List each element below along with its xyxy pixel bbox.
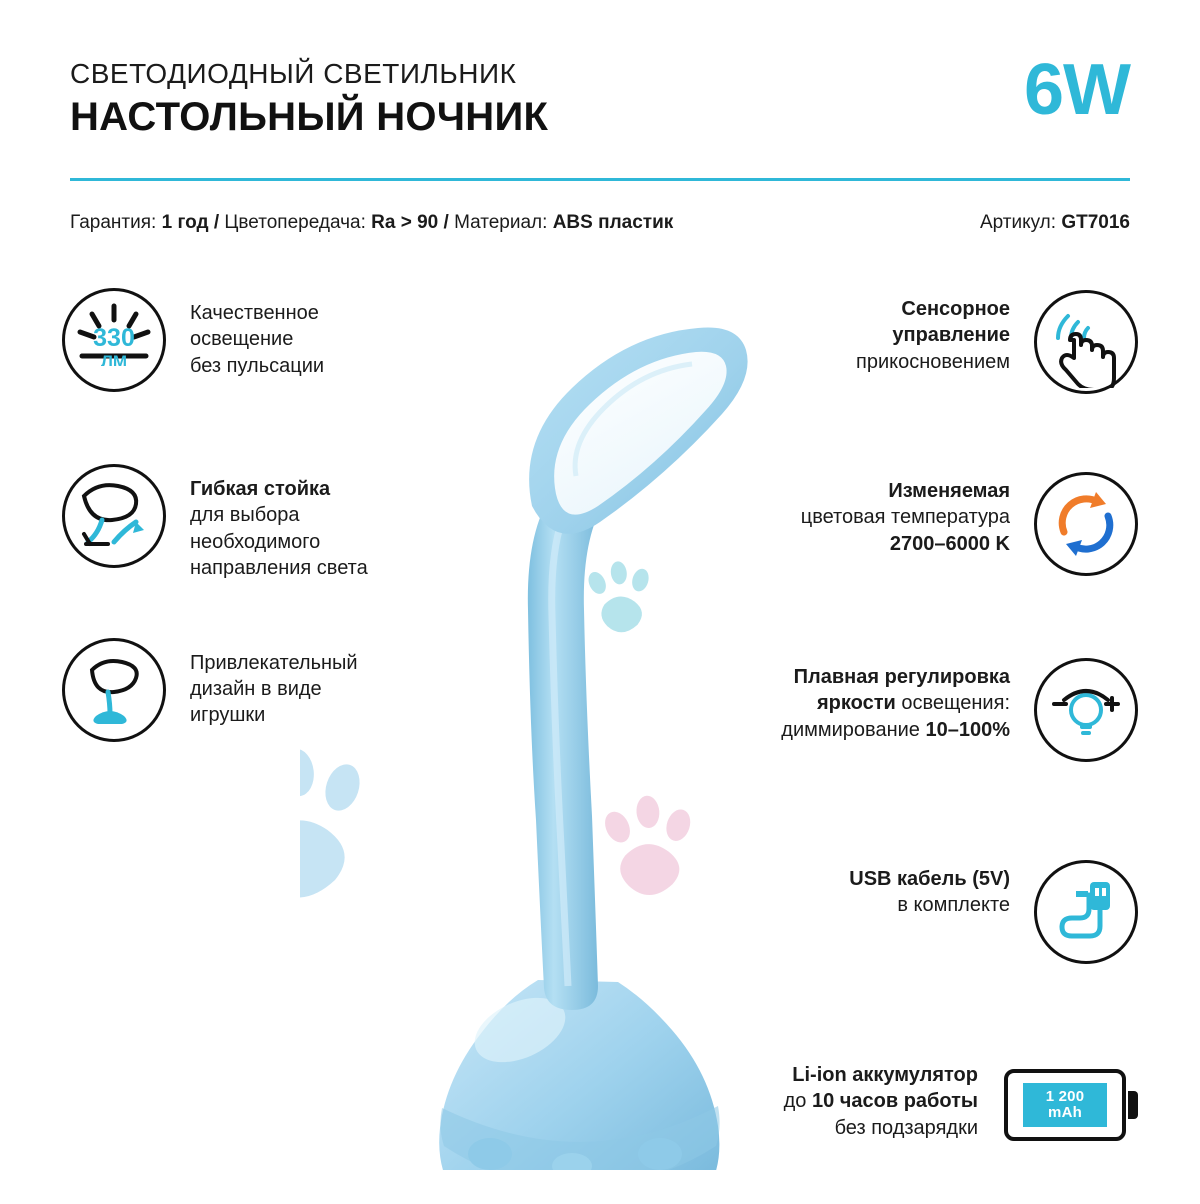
feature-flexible-neck-text bbox=[190, 464, 462, 582]
page-title: НАСТОЛЬНЫЙ НОЧНИК bbox=[70, 95, 549, 140]
dimming-bulb-icon bbox=[1034, 658, 1138, 762]
feature-line: освещение bbox=[190, 328, 294, 351]
left-feature-list bbox=[62, 288, 462, 802]
feature-line: Привлекательный bbox=[190, 651, 358, 674]
feature-color-temperature-text bbox=[718, 472, 1010, 557]
feature-line: игрушки bbox=[190, 704, 266, 727]
material-label: Материал: bbox=[454, 212, 548, 233]
feature-battery bbox=[718, 1058, 1138, 1150]
feature-line bbox=[718, 690, 1010, 716]
usb-cable-icon bbox=[1034, 860, 1138, 964]
feature-line-bold: Li-ion аккумулятор bbox=[792, 1064, 978, 1086]
feature-toy-design bbox=[62, 638, 462, 748]
lumens-value: 330 bbox=[93, 326, 135, 352]
feature-light-quality-text bbox=[190, 288, 462, 379]
spec-line-left bbox=[70, 212, 673, 234]
toy-lamp-design-icon bbox=[62, 638, 166, 742]
wattage-badge: 6W bbox=[1024, 50, 1130, 130]
feature-line-bold: управление bbox=[892, 324, 1010, 347]
feature-word: диммирование bbox=[781, 718, 920, 741]
header-divider bbox=[70, 178, 1130, 181]
feature-dimming-text bbox=[718, 658, 1010, 743]
color-temperature-arrows-icon bbox=[1034, 472, 1138, 576]
feature-word: освещения: bbox=[901, 692, 1010, 715]
feature-line: необходимого bbox=[190, 530, 321, 553]
feature-line: направления света bbox=[190, 557, 368, 580]
feature-line: прикосновением bbox=[855, 350, 1010, 373]
feature-line-bold: Сенсорное bbox=[901, 298, 1010, 320]
feature-touch-control-text bbox=[718, 290, 1010, 375]
feature-flexible-neck bbox=[62, 464, 462, 582]
feature-color-temperature bbox=[718, 472, 1138, 582]
feature-line-bold: USB кабель (5V) bbox=[849, 868, 1010, 890]
battery-capacity-badge bbox=[1023, 1083, 1107, 1127]
feature-light-quality bbox=[62, 288, 462, 398]
warranty-label: Гарантия: bbox=[70, 212, 157, 233]
feature-usb-cable bbox=[718, 860, 1138, 970]
feature-word-bold: 10 часов работы bbox=[811, 1090, 978, 1113]
cri-value: Ra > 90 bbox=[371, 212, 439, 233]
paw-icon bbox=[585, 560, 651, 632]
sku-label: Артикул: bbox=[979, 212, 1057, 233]
feature-word: до bbox=[783, 1090, 807, 1113]
spec-separator-2: / bbox=[443, 212, 449, 233]
paw-icon bbox=[600, 795, 694, 895]
lumens-unit: ЛМ bbox=[100, 352, 128, 366]
feature-usb-cable-text bbox=[718, 860, 1010, 919]
right-feature-list bbox=[718, 290, 1138, 1204]
feature-line: без пульсации bbox=[190, 354, 325, 377]
battery-capacity-unit: mAh bbox=[1048, 1104, 1082, 1121]
feature-dimming bbox=[718, 658, 1138, 768]
battery-icon bbox=[1004, 1066, 1144, 1144]
battery-shell bbox=[1004, 1069, 1126, 1141]
feature-line-bold: Гибкая стойка bbox=[190, 478, 331, 500]
feature-line: цветовая температура bbox=[800, 506, 1010, 529]
lamp-head bbox=[529, 327, 747, 533]
sun-lumens-icon bbox=[62, 288, 166, 392]
feature-line-bold: 2700–6000 K bbox=[889, 532, 1010, 555]
feature-line-bold: Плавная регулировка bbox=[793, 666, 1010, 688]
touch-hand-icon bbox=[1034, 290, 1138, 394]
feature-toy-design-text bbox=[190, 638, 462, 729]
header bbox=[70, 50, 1130, 140]
battery-capacity-value: 1 200 bbox=[1045, 1088, 1085, 1106]
spec-separator-1: / bbox=[213, 212, 220, 233]
feature-battery-text bbox=[718, 1058, 978, 1141]
warranty-value: 1 год bbox=[161, 212, 209, 233]
sku-value: GT7016 bbox=[1061, 212, 1130, 233]
battery-terminal bbox=[1128, 1091, 1138, 1119]
spec-line-right bbox=[980, 212, 1130, 234]
feature-line-bold: Изменяемая bbox=[888, 480, 1010, 502]
feature-line: в комплекте bbox=[897, 894, 1010, 917]
material-value: ABS пластик bbox=[552, 212, 674, 233]
feature-line: без подзарядки bbox=[834, 1116, 978, 1139]
feature-line: дизайн в виде bbox=[190, 677, 322, 700]
feature-line bbox=[718, 717, 1010, 743]
feature-line: для выбора bbox=[190, 504, 300, 527]
flexible-neck-lamp-icon bbox=[62, 464, 166, 568]
feature-line bbox=[718, 1088, 978, 1114]
feature-word-bold: 10–100% bbox=[925, 718, 1010, 741]
feature-touch-control bbox=[718, 290, 1138, 400]
cri-label: Цветопередача: bbox=[224, 212, 366, 233]
header-subtitle: СВЕТОДИОДНЫЙ СВЕТИЛЬНИК bbox=[70, 58, 517, 89]
feature-word-bold: яркости bbox=[817, 692, 896, 715]
feature-line: Качественное bbox=[190, 302, 319, 324]
